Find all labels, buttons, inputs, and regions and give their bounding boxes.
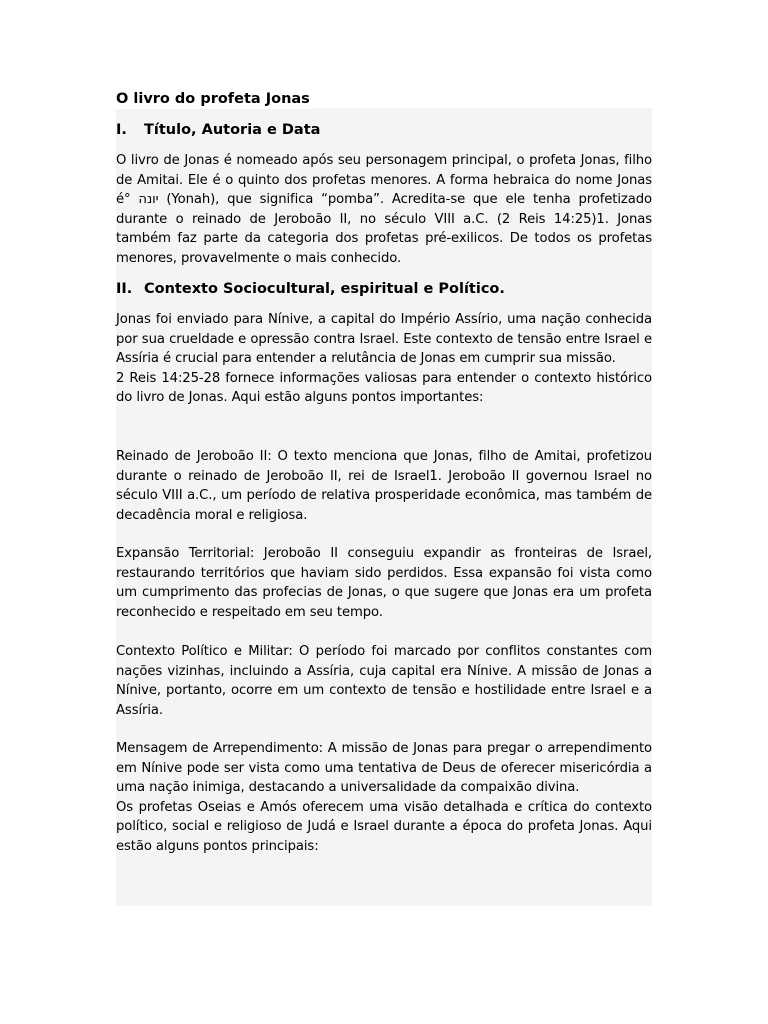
section-heading-text-1: Título, Autoria e Data <box>144 122 321 138</box>
section-heading-text-2: Contexto Sociocultural, espiritual e Político. <box>144 281 505 297</box>
paragraph-hosea-amos: Os profetas Oseias e Amós oferecem uma visão detalhada e crítica do contexto político, social e religioso de Judá e Israel durante a época do profeta Jonas. Aqui estão alguns pontos principais: <box>116 799 652 854</box>
section-heading-1 <box>116 120 652 140</box>
paragraph-repentance-prophets <box>116 739 652 857</box>
paragraph-territorial-expansion: Expansão Territorial: Jeroboão II conseguiu expandir as fronteiras de Israel, restaurando territórios que haviam sido perdidos. Essa expansão foi vista como um cumprimento das profecias de Jonas, o que sugere que Jonas era um profeta reconhecido e respeitado em seu tempo. <box>116 546 652 620</box>
section-number-1: I. <box>116 122 127 138</box>
paragraph-context-intro <box>116 310 652 408</box>
document-title: O livro do profeta Jonas <box>116 89 314 109</box>
paragraph-title-authorship: O livro de Jonas é nomeado após seu personagem principal, o profeta Jonas, filho de Amitai. Ele é o quinto dos profetas menores. A forma hebraica do nome Jonas é° יונה (Yonah), que significa “pomba”. Acredita-se que ele tenha profetizado durante o reinado de Jeroboão II, no século VIII a.C. (2 Reis 14:25)1. Jonas também faz parte da categoria dos profetas pré-exilicos. De todos os profetas menores, provavelmente o mais conhecido. <box>116 153 652 266</box>
paragraph-2-kings-reference: 2 Reis 14:25-28 fornece informações valiosas para entender o contexto histórico do livro de Jonas. Aqui estão alguns pontos importantes: <box>116 370 652 406</box>
paragraph-repentance-message: Mensagem de Arrependimento: A missão de Jonas para pregar o arrependimento em Nínive pode ser vista como uma tentativa de Deus de oferecer misericórdia a uma nação inimiga, destacando a universalidade da compaixão divina. <box>116 741 652 796</box>
paragraph-reign-jeroboam: Reinado de Jeroboão II: O texto menciona que Jonas, filho de Amitai, profetizou durante o reinado de Jeroboão II, rei de Israel1. Jeroboão II governou Israel no século VIII a.C., um período de relativa prosperidade econômica, mas também de decadência moral e religiosa. <box>116 449 652 523</box>
section-heading-2 <box>116 279 652 299</box>
section-number-2: II. <box>116 281 133 297</box>
paragraph-nineveh-mission: Jonas foi enviado para Nínive, a capital do Império Assírio, uma nação conhecida por sua crueldade e opressão contra Israel. Este contexto de tensão entre Israel e Assíria é crucial para entender a relutância de Jonas em cumprir sua missão. <box>116 312 652 367</box>
paragraph-political-military: Contexto Político e Militar: O período foi marcado por conflitos constantes com nações vizinhas, incluindo a Assíria, cuja capital era Nínive. A missão de Jonas a Nínive, portanto, ocorre em um contexto de tensão e hostilidade entre Israel e a Assíria. <box>116 644 652 718</box>
